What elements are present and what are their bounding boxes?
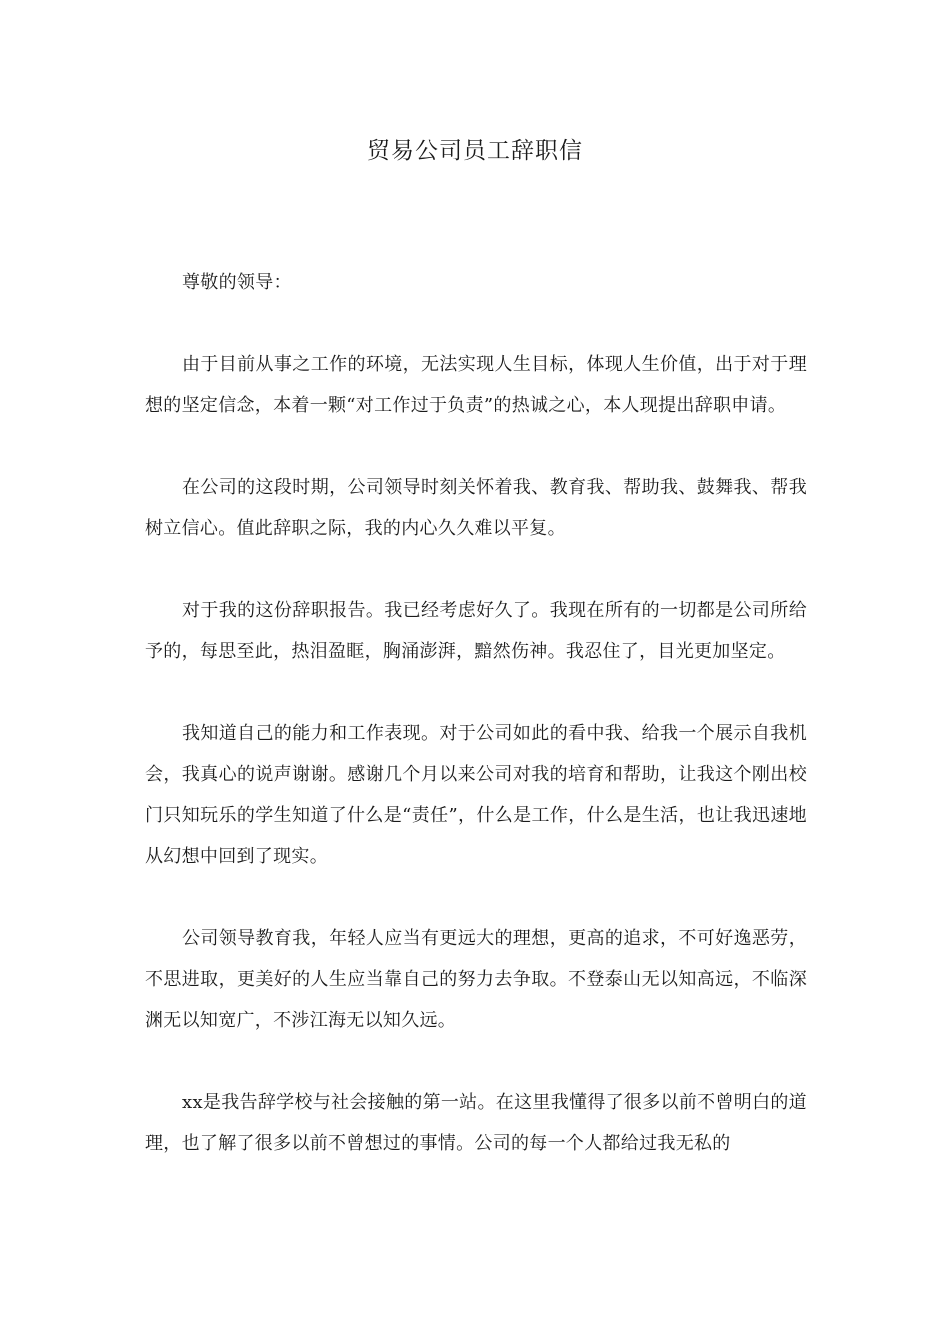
paragraph-4: 我知道自己的能力和工作表现。对于公司如此的看中我、给我一个展示自我机会，我真心的说声谢谢。感谢几个月以来公司对我的培育和帮助，让我这个刚出校门只知玩乐的学生知道了什么是“责任”，什么是工作，什么是生活，也让我迅速地从幻想中回到了现实。 [145,723,807,867]
paragraph-1: 由于目前从事之工作的环境，无法实现人生目标，体现人生价值，出于对于理想的坚定信念，本着一颗“对工作过于负责”的热诚之心，本人现提出辞职申请。 [145,354,807,416]
salutation: 尊敬的领导： [182,272,292,293]
document-title: 贸易公司员工辞职信 [367,138,583,164]
paragraph-6: xx是我告辞学校与社会接触的第一站。在这里我懂得了很多以前不曾明白的道理，也了解了很多以前不曾想过的事情。公司的每一个人都给过我无私的 [145,1092,807,1154]
letter-body [145,262,807,1205]
paragraph-5: 公司领导教育我，年轻人应当有更远大的理想，更高的追求，不可好逸恶劳，不思进取，更美好的人生应当靠自己的努力去争取。不登泰山无以知高远，不临深渊无以知宽广，不涉江海无以知久远。 [145,928,807,1031]
paragraph-2: 在公司的这段时期，公司领导时刻关怀着我、教育我、帮助我、鼓舞我、帮我树立信心。值此辞职之际，我的内心久久难以平复。 [145,477,807,539]
paragraph-3: 对于我的这份辞职报告。我已经考虑好久了。我现在所有的一切都是公司所给予的，每思至此，热泪盈眶，胸涌澎湃，黯然伤神。我忍住了，目光更加坚定。 [145,600,807,662]
